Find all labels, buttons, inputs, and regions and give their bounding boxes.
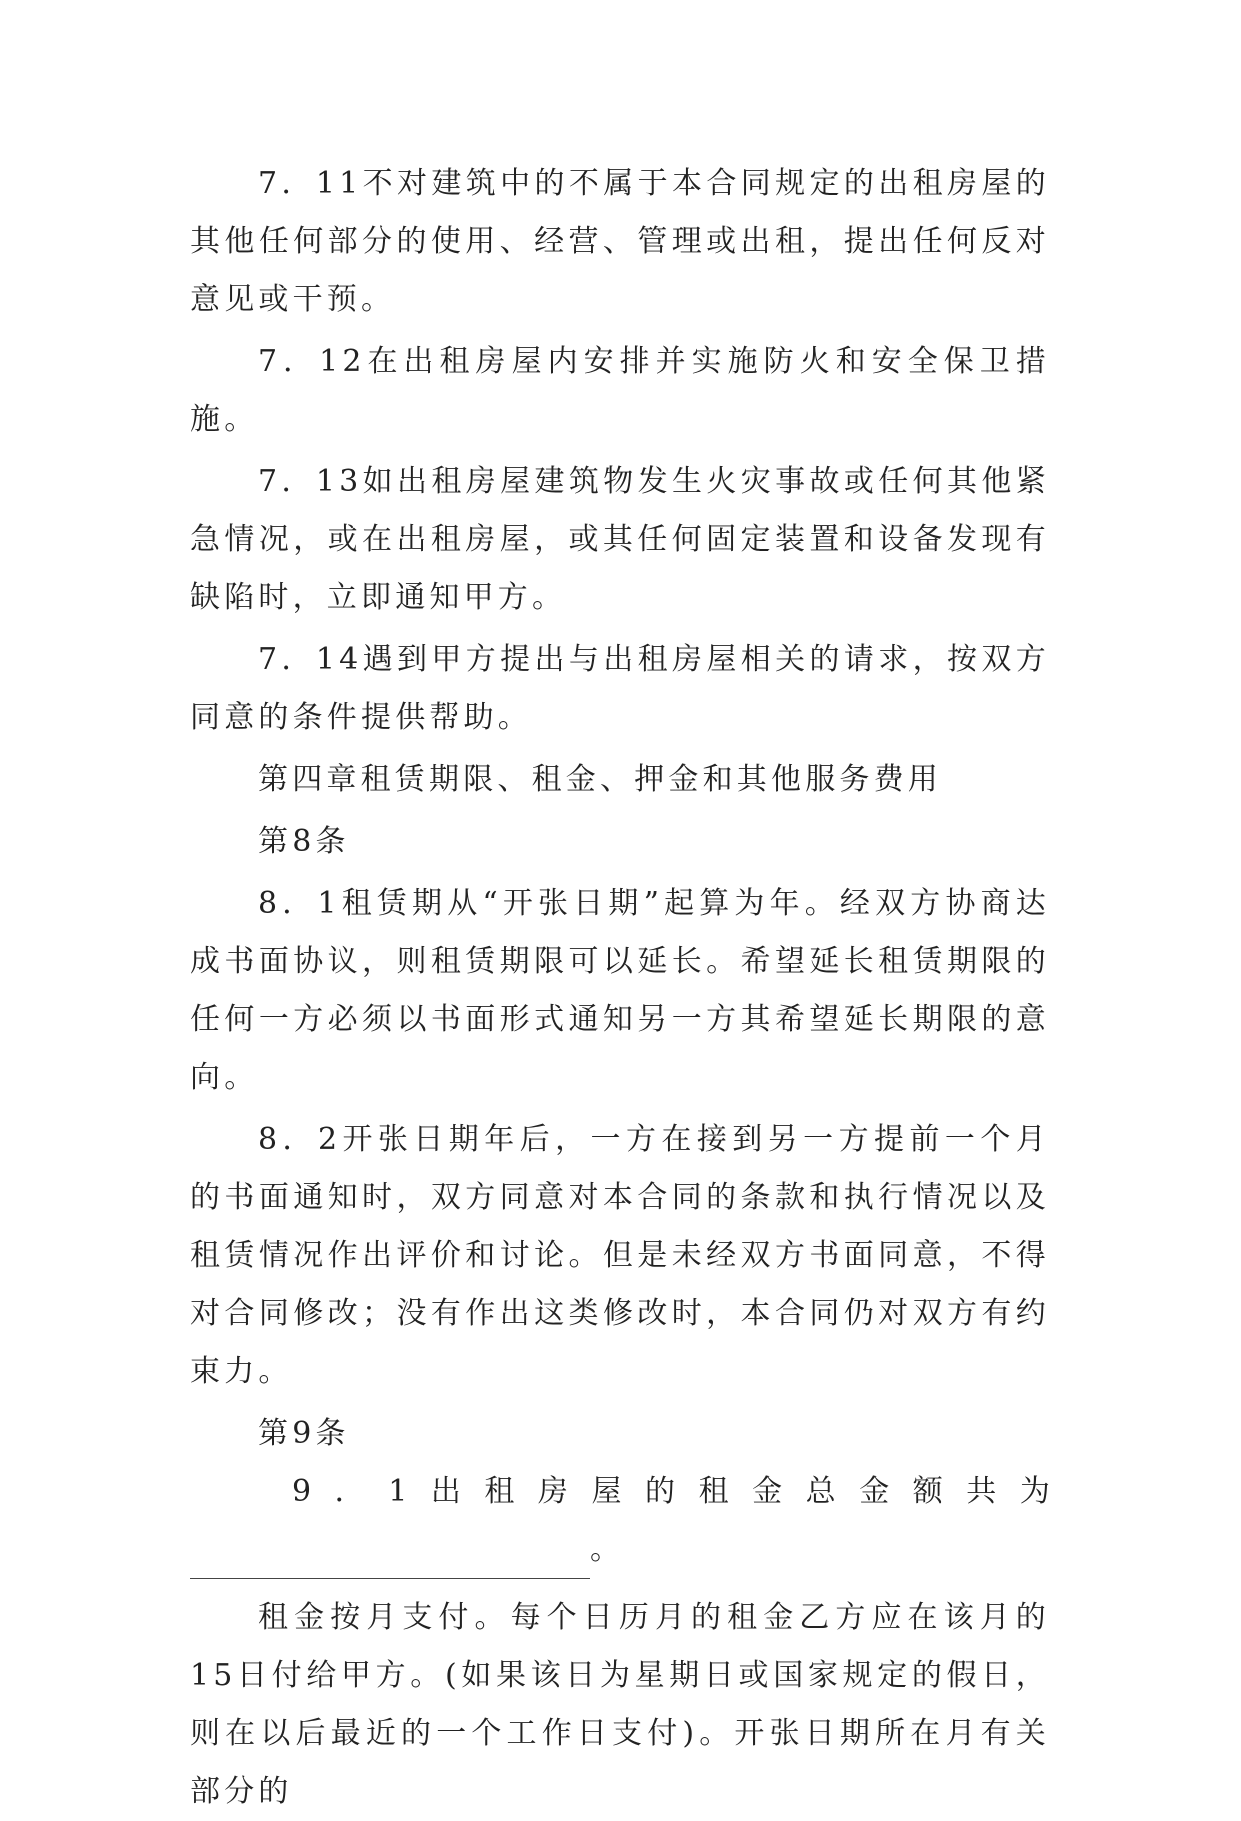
clause-9-1-char: 额	[912, 1474, 943, 1509]
rent-payment-paragraph: 租金按月支付。每个日历月的租金乙方应在该月的15日付给甲方。(如果该日为星期日或国家规定的假日，则在以后最近的一个工作日支付)。开张日期所在月有关部分的	[190, 1600, 1050, 1809]
clause-9-1-line	[190, 1463, 1050, 1521]
clause-7-11: 7．11不对建筑中的不属于本合同规定的出租房屋的其他任何部分的使用、经营、管理或出租，提出任何反对意见或干预。	[190, 166, 1050, 317]
clause-9-1-char: 总	[805, 1474, 836, 1509]
clause-9-1-char: 为	[1019, 1474, 1050, 1509]
clause-9-1-char: 9	[292, 1474, 312, 1509]
clause-7-13: 7．13如出租房屋建筑物发生火灾事故或任何其他紧急情况，或在出租房屋，或其任何固定装置和设备发现有缺陷时，立即通知甲方。	[190, 464, 1050, 615]
clause-9-1-char: 的	[645, 1474, 676, 1509]
clause-9-1-char: 出	[430, 1474, 461, 1509]
clause-9-1-char: 金	[752, 1474, 783, 1509]
chapter-4-heading: 第四章租赁期限、租金、押金和其他服务费用	[258, 762, 942, 797]
clause-9-1-char: ．	[334, 1474, 365, 1509]
clause-7-12: 7．12在出租房屋内安排并实施防火和安全保卫措施。	[190, 344, 1050, 437]
clause-9-1-char: 共	[966, 1474, 997, 1509]
clause-9-1-char: 屋	[591, 1474, 622, 1509]
article-9-heading: 第9条	[258, 1416, 350, 1451]
blank-end-mark: 。	[590, 1532, 620, 1567]
clause-9-1-char: 房	[537, 1474, 568, 1509]
clause-8-1: 8．1租赁期从“开张日期”起算为年。经双方协商达成书面协议，则租赁期限可以延长。希望延长租赁期限的任何一方必须以书面形式通知另一方其希望延长期限的意向。	[190, 886, 1050, 1095]
clause-9-1-char: 金	[859, 1474, 890, 1509]
clause-9-1-char: 租	[484, 1474, 515, 1509]
clause-9-1-char: 租	[698, 1474, 729, 1509]
clause-9-1-char: 1	[388, 1474, 408, 1509]
clause-7-14: 7．14遇到甲方提出与出租房屋相关的请求，按双方同意的条件提供帮助。	[190, 642, 1050, 735]
fill-in-underline	[190, 1540, 590, 1579]
clause-8-2: 8．2开张日期年后，一方在接到另一方提前一个月的书面通知时，双方同意对本合同的条款和执行情况以及租赁情况作出评价和讨论。但是未经双方书面同意，不得对合同修改；没有作出这类修改时，本合同仍对双方有约束力。	[190, 1122, 1050, 1389]
document-body	[190, 155, 1050, 1821]
article-8-heading: 第8条	[258, 824, 350, 859]
rent-amount-blank	[190, 1521, 1050, 1579]
